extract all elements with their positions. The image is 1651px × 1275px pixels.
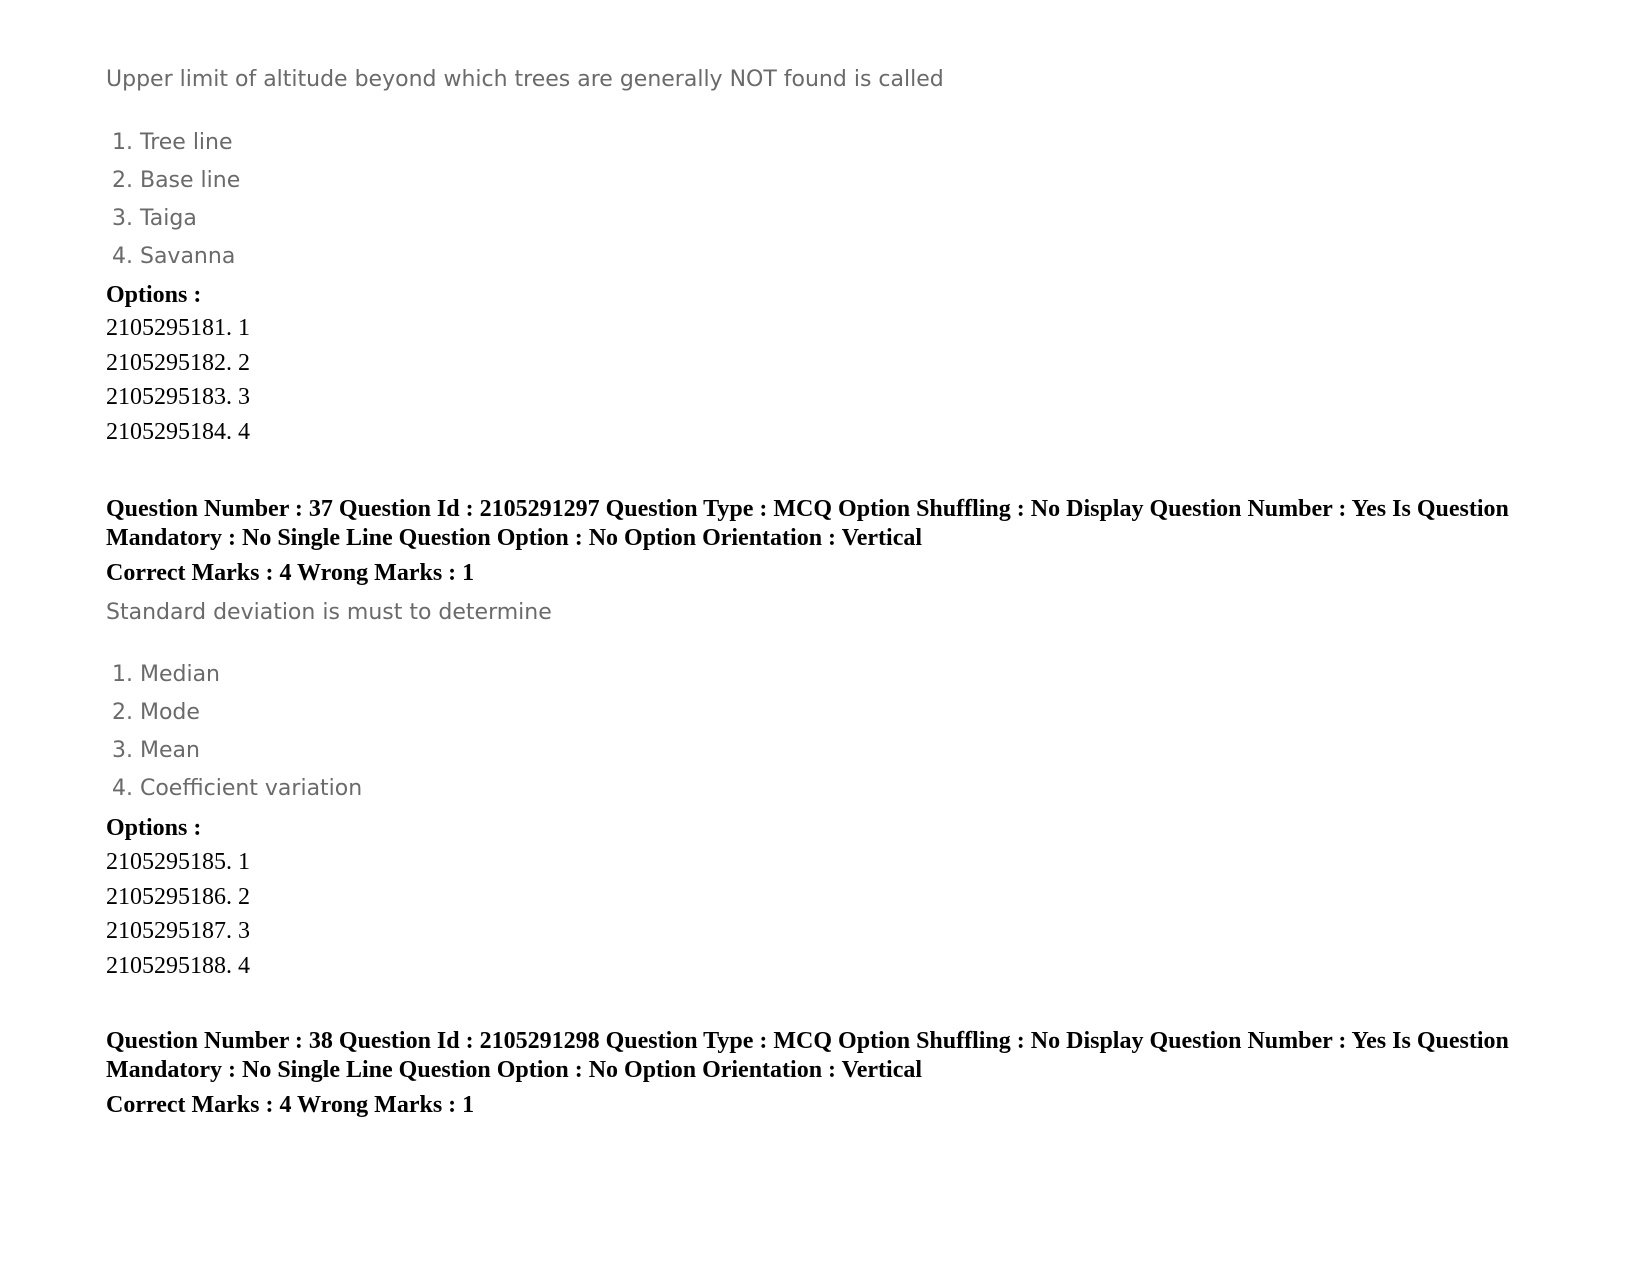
- question-meta: Question Number : 38 Question Id : 2105291298 Question Type : MCQ Option Shuffling : No Display Question Number : Yes Is Question Mandatory : No Single Line Question Option : No Option Orientation : Vertical: [106, 1028, 1509, 1083]
- question-meta: Question Number : 37 Question Id : 2105291297 Question Type : MCQ Option Shuffling : No Display Question Number : Yes Is Question Mandatory : No Single Line Question Option : No Option Orientation : Vertical: [106, 496, 1509, 551]
- option-id-item: 2105295184. 4: [106, 418, 250, 445]
- question-text: Upper limit of altitude beyond which trees are generally NOT found is called: [106, 67, 944, 92]
- option-id-list: [106, 311, 250, 449]
- option-id-item: 2105295187. 3: [106, 918, 250, 944]
- choice-item: 1. Tree line: [112, 130, 233, 155]
- option-id-item: 2105295188. 4: [106, 952, 250, 979]
- choice-item: 2. Mode: [112, 700, 200, 725]
- option-id-item: 2105295181. 1: [106, 315, 250, 341]
- options-label: Options :: [106, 282, 202, 308]
- choice-item: 3. Mean: [112, 738, 200, 763]
- choice-item: 1. Median: [112, 662, 221, 687]
- option-id-list: [106, 845, 250, 983]
- question-marks: Correct Marks : 4 Wrong Marks : 1: [106, 1092, 475, 1118]
- choice-item: 4. Coefficient variation: [112, 776, 363, 801]
- question-marks: Correct Marks : 4 Wrong Marks : 1: [106, 560, 475, 586]
- option-id-item: 2105295183. 3: [106, 384, 250, 410]
- choice-item: 4. Savanna: [112, 244, 236, 269]
- choice-item: 2. Base line: [112, 168, 241, 193]
- choice-list: [112, 124, 240, 276]
- option-id-item: 2105295186. 2: [106, 883, 250, 910]
- options-label: Options :: [106, 815, 202, 841]
- question-text: Standard deviation is must to determine: [106, 600, 552, 625]
- choice-item: 3. Taiga: [112, 206, 197, 231]
- option-id-item: 2105295185. 1: [106, 849, 250, 875]
- choice-list: [112, 656, 362, 808]
- option-id-item: 2105295182. 2: [106, 349, 250, 376]
